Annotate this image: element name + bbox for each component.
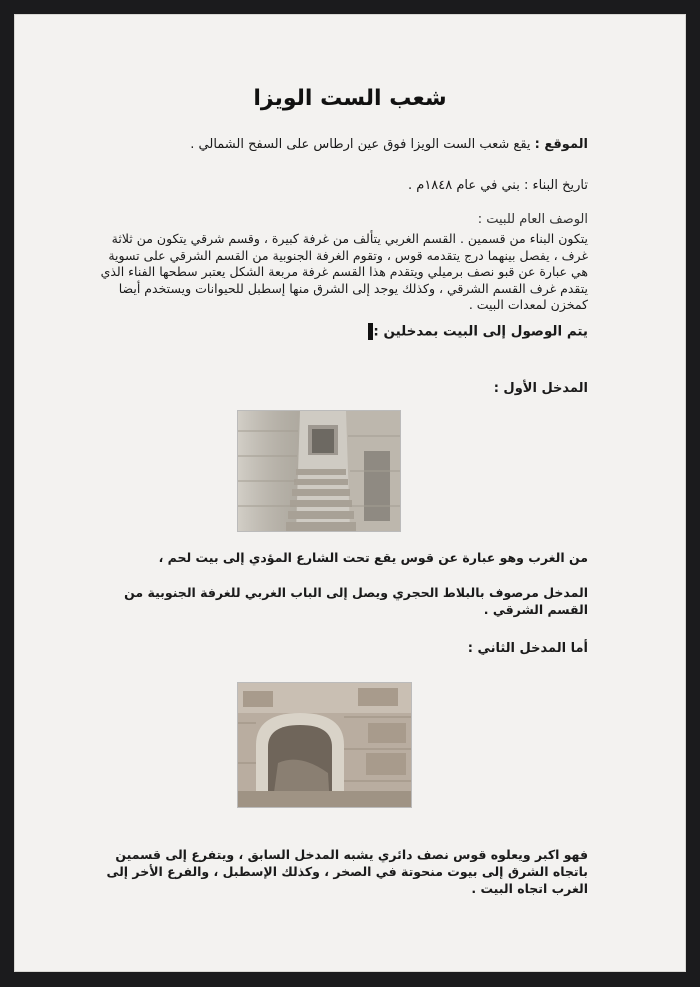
entrance1-heading: المدخل الأول : bbox=[493, 381, 588, 396]
location-text: يقع شعب الست الويزا فوق عين ارطاس على السفح الشمالي . bbox=[190, 137, 531, 152]
date-label: تاريخ البناء : bbox=[523, 178, 588, 193]
description-paragraph: يتكون البناء من قسمين . القسم الغربي يتألف من غرفة كبيرة ، وقسم شرقي يتكون من ثلاثة غرف ، يفصل بينهما درج يتقدمه قوس ، وتقوم الغرفة الجنوبية من القسم الشرقي على تسوية هي عبارة عن قبو نصف برميلي ويتقدم هذا القسم غرفة مربعة الشكل يعتبر سطحها الفناء الذي يتقدم غرف القسم الشرقي ، وكذلك يوجد إلى الشرق منها إسطبل للحيوانات ويستخدم أيضا كمخزن لمعدات البيت . bbox=[100, 231, 588, 312]
photo-stairway bbox=[237, 410, 401, 532]
date-line bbox=[408, 178, 588, 193]
location-label: الموقع : bbox=[534, 137, 588, 152]
arch-image bbox=[238, 683, 411, 807]
page-title: شعب الست الويزا bbox=[253, 86, 447, 111]
entrance1-text-2: المدخل مرصوف بالبلاط الحجري ويصل إلى الباب الغربي للغرفة الجنوبية من القسم الشرقي . bbox=[124, 585, 588, 617]
access-text: يتم الوصول إلى البيت بمدخلين : bbox=[373, 323, 588, 340]
entrance2-text: فهو اكبر ويعلوه قوس نصف دائري يشبه المدخل السابق ، ويتفرع إلى قسمين باتجاه الشرق إلى بيوت منحوتة في الصخر ، وكذلك الإسطبل ، والفرع الأخر إلى الغرب اتجاه البيت . bbox=[106, 847, 588, 896]
date-text: بني في عام ١٨٤٨م . bbox=[407, 178, 520, 193]
description-heading: الوصف العام للبيت : bbox=[477, 212, 588, 227]
photo-arch-entrance bbox=[237, 682, 412, 808]
entrance1-text-1: من الغرب وهو عبارة عن قوس يقع تحت الشارع المؤدي إلى بيت لحم ، bbox=[158, 550, 588, 565]
access-line bbox=[364, 323, 588, 340]
stairway-image bbox=[238, 411, 400, 531]
location-line bbox=[190, 137, 588, 152]
entrance2-heading: أما المدخل الثاني : bbox=[467, 641, 588, 656]
